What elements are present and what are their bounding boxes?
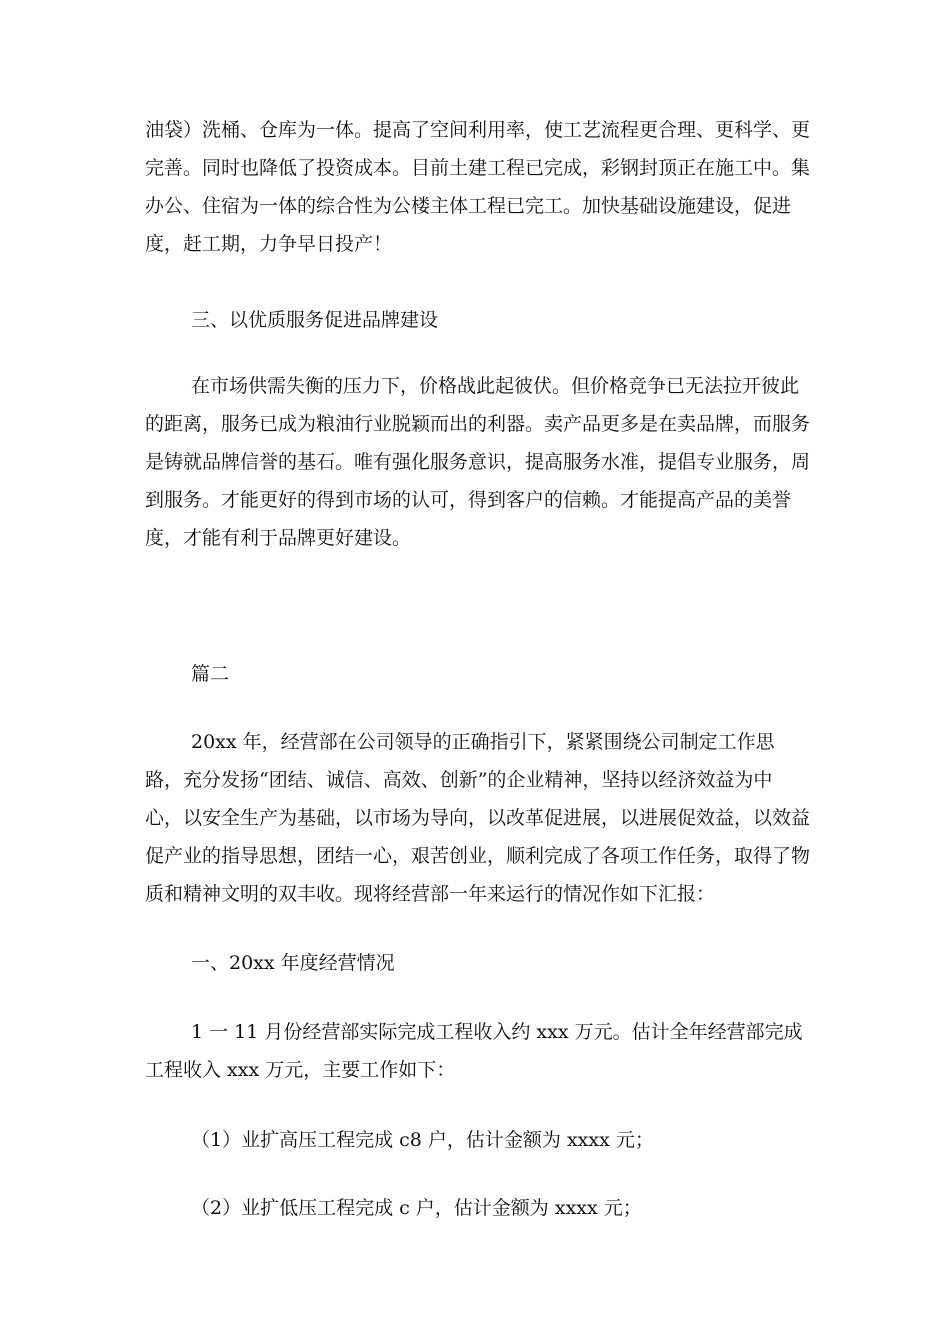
paragraph-service-quality: 在市场供需失衡的压力下，价格战此起彼伏。但价格竞争已无法拉开彼此的距离，服务已成为粮油行业脱颖而出的利器。卖产品更多是在卖品牌，而服务是铸就品牌信誉的基石。唯有强化服务意识，提高服务水准，提倡专业服务，周到服务。才能更好的得到市场的认可，得到客户的信赖。才能提高产品的美誉度，才能有利于品牌更好建设。 — [145, 375, 811, 549]
heading-annual-operations: 一、20xx 年度经营情况 — [191, 952, 395, 974]
list-item-low-voltage: （2）业扩低压工程完成 c 户，估计金额为 xxxx 元； — [191, 1197, 642, 1219]
list-item-high-voltage: （1）业扩高压工程完成 c8 户，估计金额为 xxxx 元； — [191, 1129, 654, 1151]
paragraph-revenue-summary: 1 一 11 月份经营部实际完成工程收入约 xxx 万元。估计全年经营部完成工程收入 xxx 万元，主要工作如下： — [145, 1021, 803, 1081]
section-title-part-two: 篇二 — [191, 663, 230, 685]
heading-brand-building: 三、以优质服务促进品牌建设 — [191, 309, 439, 331]
paragraph-annual-intro: 20xx 年，经营部在公司领导的正确指引下，紧紧围绕公司制定工作思路，充分发扬“团结、诚信、高效、创新”的企业精神，坚持以经济效益为中心，以安全生产为基础，以市场为导向，以改革促进展，以进展促效益，以效益促产业的指导思想，团结一心，艰苦创业，顺利完成了各项工作任务，取得了物质和精神文明的双丰收。现将经营部一年来运行的情况作如下汇报： — [145, 731, 811, 905]
paragraph-construction-continued: 油袋）洗桶、仓库为一体。提高了空间利用率，使工艺流程更合理、更科学、更完善。同时也降低了投资成本。目前土建工程已完成，彩钢封顶正在施工中。集办公、住宿为一体的综合性为公楼主体工程已完工。加快基础设施建设，促进度，赶工期，力争早日投产！ — [145, 119, 811, 255]
